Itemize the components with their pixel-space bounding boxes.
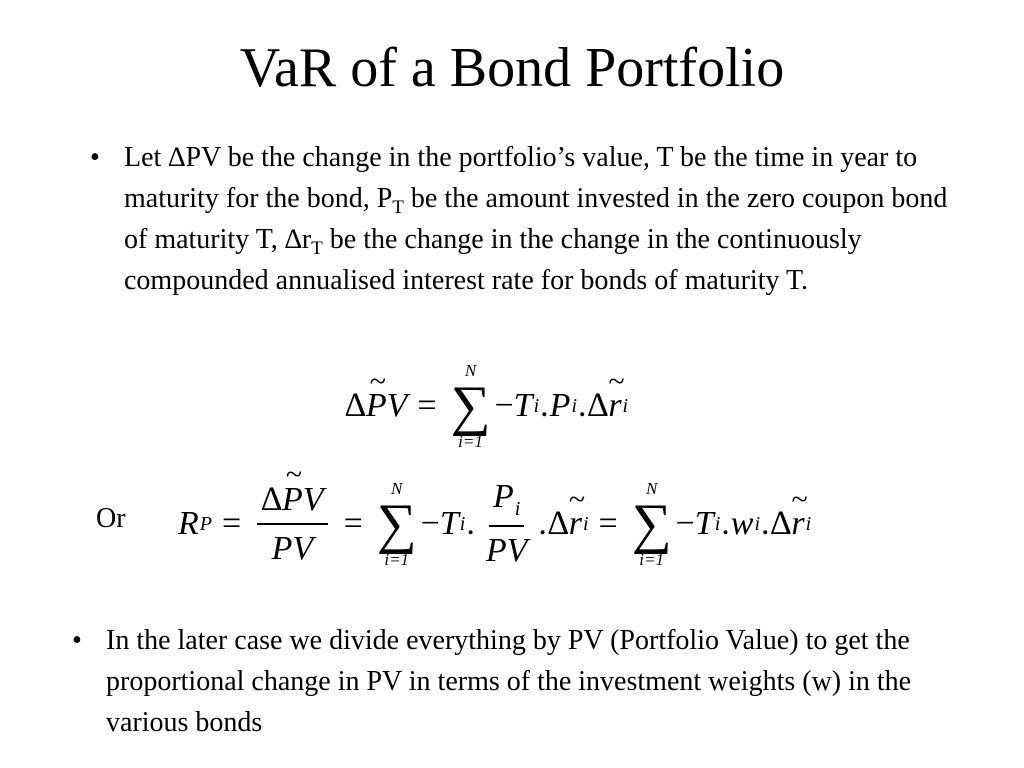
- bullet-text: In the later case we divide everything by PV (Portfolio Value) to get the proportional change in PV in terms of the investment weights (w) in the various bonds: [106, 625, 912, 738]
- fraction-pv: $\frac{\Delta\sim PV}{PV}$: [257, 480, 327, 568]
- bullet-text: Let ∆PV be the change in the portfolio’s value, T be the time in year to maturity for the bond, $P_T$ be the amount invested in the zero coupon bond of maturity T, $\Delta r_T$ be the change in the change in the continuously compounded annualised interest rate for bonds of maturity T.: [124, 142, 948, 296]
- summation: N ∑ i=1: [631, 479, 672, 569]
- slide-title: VaR of a Bond Portfolio: [239, 37, 785, 99]
- or-label: Or: [96, 503, 126, 534]
- summation: N ∑ i=1: [376, 479, 417, 569]
- equation-pv-change: ∆ ~ P V = N ∑ i=1 − T i . P i . ∆ ~ r i: [345, 360, 628, 452]
- bullet-marker: •: [90, 142, 100, 173]
- summation: N ∑ i=1: [450, 361, 491, 451]
- equation-portfolio-return: R P = $\frac{\Delta\sim PV}{PV}$ = N ∑ i=1 − T i . $\frac{P_i}{PV}$ . ∆ ~ r i = N ∑ i=1 − T i . w i . ∆ ~ r i: [178, 478, 811, 570]
- bullet-definitions: [90, 137, 950, 301]
- fraction-weight: $\frac{P_i}{PV}$: [485, 478, 528, 570]
- bullet-explanation: [72, 620, 952, 743]
- bullet-marker: •: [72, 625, 82, 656]
